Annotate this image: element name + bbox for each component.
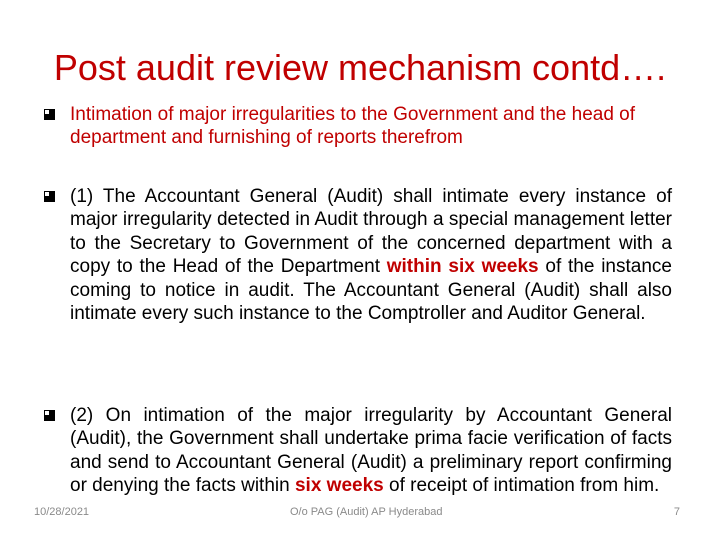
bullet-item bbox=[44, 404, 672, 498]
checkbox-bullet-icon bbox=[44, 191, 55, 202]
checkbox-bullet-icon bbox=[44, 410, 55, 421]
footer-date: 10/28/2021 bbox=[34, 506, 90, 518]
page-number: 7 bbox=[673, 506, 680, 518]
highlight-deadline: six weeks bbox=[294, 475, 384, 497]
highlight-deadline: within six weeks bbox=[386, 256, 539, 278]
bullet-text bbox=[70, 185, 672, 325]
bullet-text-end: of receipt of intimation from him. bbox=[383, 475, 660, 497]
bullet-text-start: (2) On intimation of the major irregularity by Accountant General (Audit), the Government shall undertake prima facie verification of facts and send to Accountant General (Audit) a preliminary report confirming or denying the facts within bbox=[70, 405, 672, 497]
bullet-text-end: of the instance coming to notice in audit. The Accountant General (Audit) shall also intimate every such instance to the Comptroller and Auditor General. bbox=[70, 256, 672, 325]
bullet-text: Intimation of major irregularities to the Government and the head of department and furnishing of reports therefrom bbox=[70, 104, 636, 149]
bullet-item bbox=[44, 185, 672, 325]
footer-office: O/o PAG (Audit) AP Hyderabad bbox=[290, 506, 443, 518]
bullet-item bbox=[44, 103, 672, 150]
checkbox-bullet-icon bbox=[44, 109, 55, 120]
bullet-text-start: (1) The Accountant General (Audit) shall intimate every instance of major irregularity detected in Audit through a special management letter to the Secretary to Government of the concerned department with a copy to the Head of the Department bbox=[70, 186, 672, 278]
slide-title: Post audit review mechanism contd…. bbox=[53, 47, 667, 88]
bullet-text bbox=[70, 404, 672, 498]
